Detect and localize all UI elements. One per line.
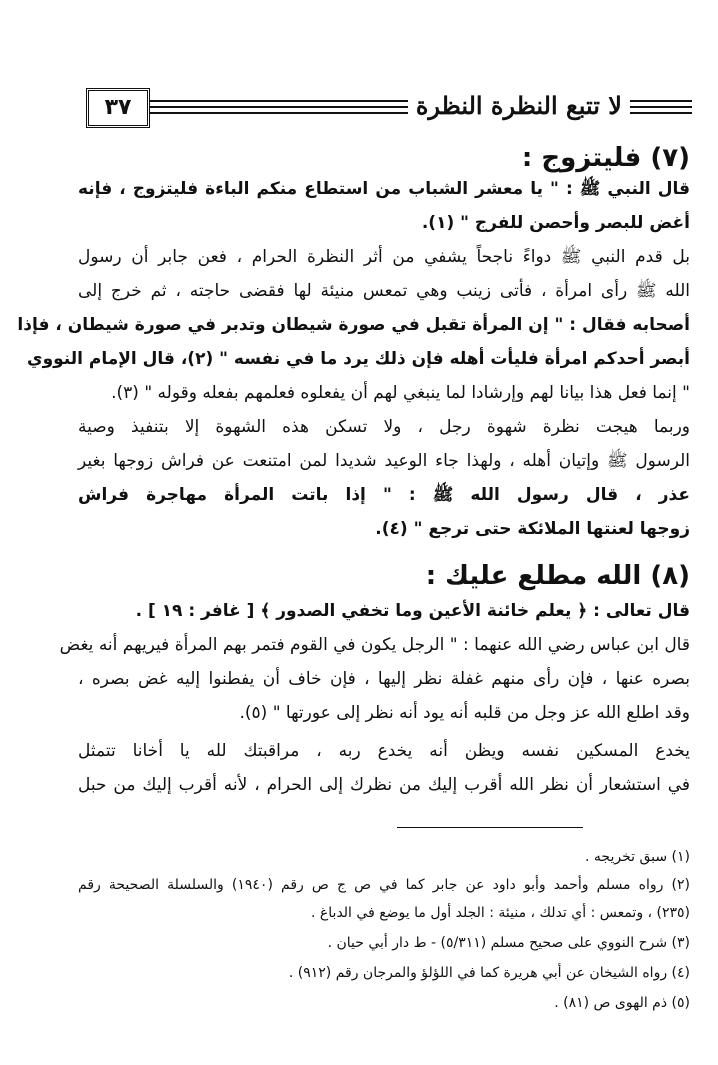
text-line: قال ابن عباس رضي الله عنهما : " الرجل يكون في القوم فتمر بهم المرأة فيريهم أنه يغض [59,635,690,655]
text-line: يخدع المسكين نفسه ويظن أنه يخدع ربه ، مراقبتك لله يا أخانا تتمثل [78,741,690,761]
text-line: بصره عنها ، فإن رأى منهم غفلة نظر إليها ، فإن خاف أن يفطنوا إليه غض بصره ، [78,669,690,689]
text-line: أصحابه فقال : " إن المرأة تقبل في صورة شيطان وتدبر في صورة شيطان ، فإذا [17,315,690,335]
section-heading-7: (٧) فليتزوج : [521,143,690,173]
text-line: الرسول ﷺ وإتيان أهله ، ولهذا جاء الوعيد شديدا لمن امتنعت عن فراش زوجها بغير [78,451,690,471]
text-line: وقد اطلع الله عز وجل من قلبه أنه يود أنه نظر إلى عورتها " (٥). [239,703,690,723]
text-line: قال تعالى : ﴿ يعلم خائنة الأعين وما تخفي الصدور ﴾ [ غافر : ١٩ ] . [135,601,690,621]
text-line: الله ﷺ رأى امرأة ، فأتى زينب وهي تمعس منيئة لها فقضى حاجته ، ثم خرج إلى [78,281,690,301]
text-line: بل قدم النبي ﷺ دواءً ناجحاً يشفي من أثر النظرة الحرام ، فعن جابر أن رسول [78,247,690,267]
footnote-separator [397,827,583,828]
footnote: (٥) ذم الهوى ص (٨١) . [554,995,690,1011]
text-line: وربما هيجت نظرة شهوة رجل ، ولا تسكن هذه الشهوة إلا بتنفيذ وصية [78,417,690,437]
footnote: (٤) رواه الشيخان عن أبي هريرة كما في اللؤلؤ والمرجان رقم (٩١٢) . [288,965,690,981]
footnote: (٣) شرح النووي على صحيح مسلم (٥/٣١١) - ط دار أبي حيان . [327,935,690,951]
text-line: قال النبي ﷺ : " يا معشر الشباب من استطاع منكم الباءة فليتزوج ، فإنه [78,179,690,199]
running-header [74,86,692,128]
text-line: أغض للبصر وأحصن للفرج " (١). [421,213,690,233]
text-line: زوجها لعنتها الملائكة حتى ترجع " (٤). [375,519,690,539]
footnote: (٢) رواه مسلم وأحمد وأبو داود عن جابر كما في ص ج ص رقم (١٩٤٠) والسلسلة الصحيحة رقم [78,877,691,893]
text-line: في استشعار أن نظر الله أقرب إليك من نظرك إلى الحرام ، لأنه أقرب إليك من حبل [78,775,690,795]
footnote: (١) سبق تخريجه . [585,849,690,865]
section-heading-8: (٨) الله مطلع عليك : [425,561,690,591]
page-number: ٣٧ [86,88,150,128]
text-line: عذر ، قال رسول الله ﷺ : " إذا باتت المرأة مهاجرة فراش [78,485,690,505]
text-line: أبصر أحدكم امرأة فليأت أهله فإن ذلك يرد ما في نفسه " (٢)، قال الإمام النووي [27,349,690,369]
text-line: " إنما فعل هذا بيانا لهم وإرشادا لما ينبغي لهم أن يفعلوه فعلمهم بفعله وقوله " (٣). [111,383,690,403]
book-title: لا تتبع النظرة النظرة [408,86,630,126]
footnote: (٢٣٥) ، وتمعس : أي تدلك ، منيئة : الجلد أول ما يوضع في الدباغ . [311,905,690,921]
